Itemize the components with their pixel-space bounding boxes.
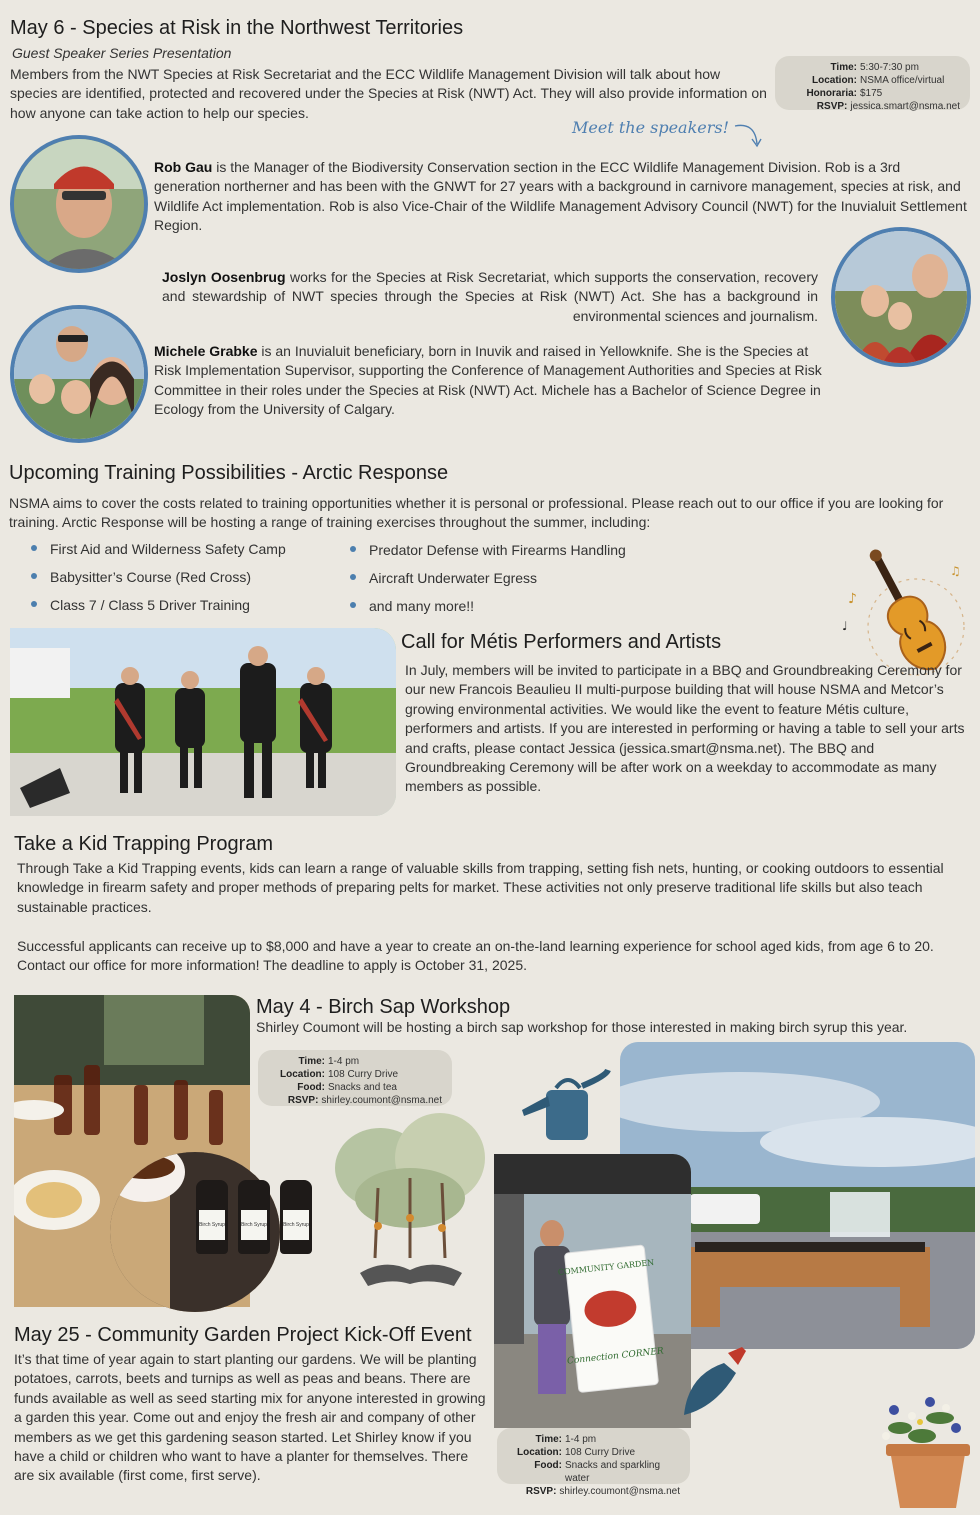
time-label: Time:	[830, 62, 857, 73]
trapping-p2: Successful applicants can receive up to $8,000 and have a year to create an on-the-land learning experience for school aged kids, from age 6 to 20. Contact our office for more information! The deadline to apply is October 31, 2025.	[17, 938, 934, 974]
metis-dancers-photo	[10, 628, 396, 816]
food-label: Food:	[297, 1082, 325, 1093]
sar-body: Members from the NWT Species at Risk Secretariat and the ECC Wildlife Management Division will talk about how species are identified, protected and recovered under the Species at Risk (NWT) Act. They will also provide information on how anyone can take action to help our species.	[10, 66, 767, 121]
list-item: Aircraft Underwater Egress	[350, 568, 670, 596]
sign-bottom-text: Connection CORNER	[566, 1346, 665, 1367]
location-value: 108 Curry Drive	[565, 1447, 636, 1458]
birch-body: Shirley Coumont will be hosting a birch sap workshop for those interested in making birch syrup this year.	[256, 1019, 908, 1035]
rob-gau-photo	[10, 135, 148, 273]
speaker-name: Michele Grabke	[154, 343, 258, 359]
rsvp-value[interactable]: jessica.smart@nsma.net	[850, 101, 960, 112]
sar-title: May 6 - Species at Risk in the Northwest Territories	[10, 17, 464, 39]
food-value: Snacks and tea	[328, 1082, 397, 1093]
location-value: 108 Curry Drive	[328, 1069, 399, 1080]
rsvp-label: RSVP:	[525, 1486, 557, 1497]
garden-title: May 25 - Community Garden Project Kick-Off Event	[14, 1324, 472, 1346]
bottle-label: Birch Syrup	[283, 1210, 309, 1240]
location-label: Location:	[812, 75, 857, 86]
speaker-name: Rob Gau	[154, 159, 213, 175]
speaker-joslyn-bio	[162, 268, 818, 326]
time-value: 1-4 pm	[328, 1056, 360, 1067]
time-value: 1-4 pm	[565, 1434, 597, 1445]
garden-body: It’s that time of year again to start planting our gardens. We will be planting potatoes, carrots, beets and turnips as well as peas and beans. There are funds available as well as seed starting mix for anyone interested in growing a garden this year. Come out and enjoy the fresh air and company of other members as we get this gardening season started. Let Shirley know if you have a child or children who want to have a planter for themselves. There are six available (first come, first serve).	[14, 1351, 486, 1484]
location-label: Location:	[517, 1447, 562, 1458]
training-list-col2	[350, 540, 670, 624]
michele-grabke-photo	[10, 305, 148, 443]
sign-top-text: COMMUNITY GARDEN	[557, 1257, 655, 1278]
honoraria-label: Honoraria:	[806, 88, 857, 99]
time-value: 5:30-7:30 pm	[860, 62, 919, 73]
metis-body: In July, members will be invited to participate in a BBQ and Groundbreaking Ceremony for our new Francois Beaulieu II multi-purpose building that will house NSMA and Metcor’s growing environmental activities. We would like the event to feature Métis culture, performers and artists. If you are interested in performing or having a table to sell your arts and crafts, please contact Jessica (jessica.smart@nsma.net). The BBQ and Groundbreaking Ceremony will be after work on a weekday to accommodate as many members as possible.	[405, 662, 965, 795]
joslyn-oosenbrug-photo	[831, 227, 971, 367]
training-body: NSMA aims to cover the costs related to training opportunities whether it is personal or professional. Please reach out to our office if you are looking for training. Arctic Response will be hosting a range of training exercises throughout the summer, including:	[9, 495, 944, 531]
trapping-p1: Through Take a Kid Trapping events, kids can learn a range of valuable skills from trapping, setting fish nets, hunting, or cooking outdoors to essential knowledge in firearm safety and proper methods of preparing pelts for market. These activities not only preserve traditional life skills but also teach sustainable practices.	[17, 860, 944, 915]
time-label: Time:	[298, 1056, 325, 1067]
speaker-text: works for the Species at Risk Secretariat, which supports the conservation, recovery and stewardship of NWT species through the Species at Risk (NWT) Act. She has a background in environmental sciences and journalism.	[162, 269, 818, 324]
speaker-michele-bio	[154, 342, 836, 420]
trees-in-hands-icon	[330, 1108, 490, 1298]
list-item: and many more!!	[350, 596, 670, 624]
training-list-col1	[31, 539, 331, 623]
watering-can-icon	[516, 1066, 612, 1150]
food-label: Food:	[534, 1460, 562, 1471]
list-item: Babysitter’s Course (Red Cross)	[31, 567, 331, 595]
rsvp-label: RSVP:	[287, 1095, 319, 1106]
curved-arrow-icon	[733, 118, 765, 152]
sar-info-box	[775, 56, 970, 110]
gardener-sign-photo	[494, 1154, 691, 1428]
trowel-icon	[680, 1345, 750, 1425]
rsvp-value[interactable]: shirley.coumont@nsma.net	[559, 1486, 680, 1497]
list-item: Class 7 / Class 5 Driver Training	[31, 595, 331, 623]
list-item: Predator Defense with Firearms Handling	[350, 540, 670, 568]
bottle	[280, 1180, 312, 1254]
meet-speakers-label: Meet the speakers!	[572, 118, 730, 137]
food-value: Snacks and sparkling water	[565, 1460, 661, 1484]
sar-subtitle: Guest Speaker Series Presentation	[12, 45, 232, 61]
location-value: NSMA office/virtual	[860, 75, 945, 86]
svg-text:♩: ♩	[842, 619, 848, 633]
bottle	[238, 1180, 270, 1254]
metis-title: Call for Métis Performers and Artists	[401, 631, 722, 653]
birch-syrup-bottles	[196, 1180, 312, 1254]
flower-pot-icon	[870, 1388, 978, 1512]
svg-text:♫: ♫	[950, 564, 961, 578]
speaker-text: is an Inuvialuit beneficiary, born in Inuvik and raised in Yellowknife. She is the Species at Risk Implementation Supervisor, supporting the Conference of Management Authorities and Species at Risk Committee in their roles under the Species at Risk (NWT) Act. Michele has a Bachelor of Science Degree in Ecology from the University of Calgary.	[154, 343, 822, 418]
birch-title: May 4 - Birch Sap Workshop	[256, 996, 511, 1018]
list-item: First Aid and Wilderness Safety Camp	[31, 539, 331, 567]
bottle	[196, 1180, 228, 1254]
honoraria-value: $175	[860, 88, 883, 99]
bottle-label: Birch Syrup	[199, 1210, 225, 1240]
birch-info-box	[258, 1050, 452, 1106]
trapping-title: Take a Kid Trapping Program	[14, 833, 274, 855]
training-title: Upcoming Training Possibilities - Arctic Response	[9, 462, 449, 484]
location-label: Location:	[280, 1069, 325, 1080]
speaker-text: is the Manager of the Biodiversity Conservation section in the ECC Wildlife Management Division. Rob is a 3rd generation northerner and has been with the GNWT for 27 years with a background in carnivore management, species at risk, and Wildlife Act implementation. Rob is also Vice-Chair of the Wildlife Management Advisory Council (NWT) for the Inuvialuit Settlement Region.	[154, 159, 967, 234]
bottle-label: Birch Syrup	[241, 1210, 267, 1240]
rsvp-value[interactable]: shirley.coumont@nsma.net	[321, 1095, 442, 1106]
time-label: Time:	[535, 1434, 562, 1445]
svg-text:♪: ♪	[848, 591, 857, 607]
speaker-rob-bio	[154, 158, 969, 236]
garden-info-box	[497, 1428, 690, 1497]
rsvp-label: RSVP:	[816, 101, 848, 112]
speaker-name: Joslyn Oosenbrug	[162, 269, 286, 285]
